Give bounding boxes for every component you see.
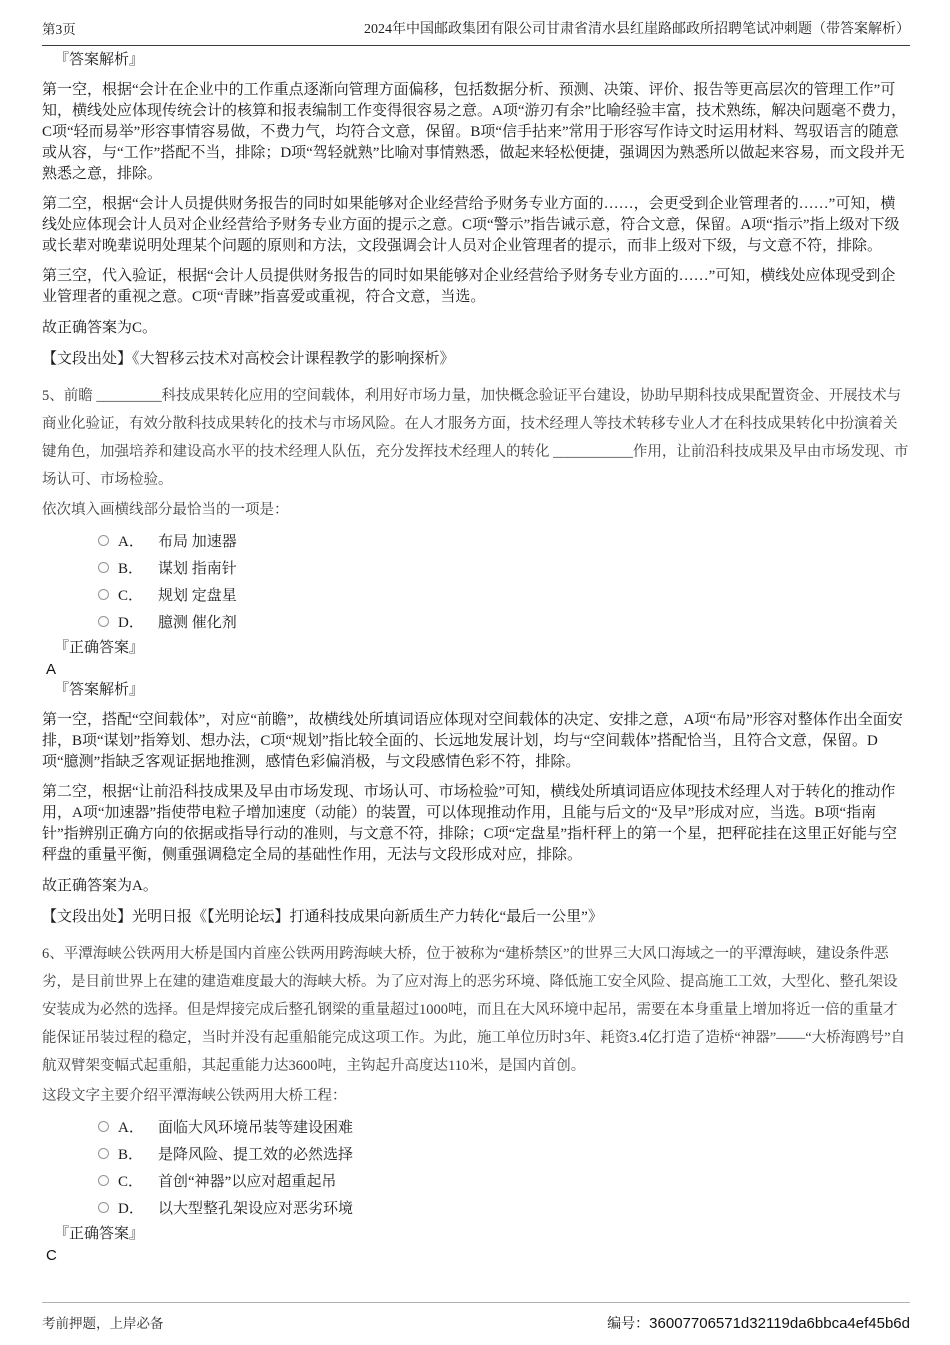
analysis-paragraph: 第三空，代入验证，根据“会计人员提供财务报告的同时如果能够对企业经营给予财务专业方面的……”可知，横线处应体现受到企业管理者的重视之意。C项“青睐”指喜爱或重视，符合文意，当选。 — [42, 268, 896, 305]
page-content — [42, 50, 910, 1266]
conclusion-text: 故正确答案为A。 — [42, 878, 158, 894]
option-letter: D． — [118, 1201, 144, 1217]
question-5-answer-block — [42, 638, 910, 701]
question-5-options — [42, 527, 910, 635]
option-row-a[interactable] — [98, 527, 910, 554]
question-6-answer-block — [42, 1224, 910, 1266]
option-text: 以大型整孔架设应对恶劣环境 — [158, 1201, 354, 1217]
option-text: 布局 加速器 — [158, 534, 237, 550]
correct-answer-label: 『正确答案』 — [54, 640, 145, 656]
option-row-d[interactable] — [98, 1194, 910, 1221]
option-letter: A． — [118, 534, 144, 550]
analysis-paragraph: 第一空，搭配“空间载体”，对应“前瞻”，故横线处所填词语应体现对空间载体的决定、安排之意，A项“布局”形容对整体作出全面安排，B项“谋划”指筹划、想办法，C项“规划”指比较全面的、长远地发展计划，均与“空间载体”搭配恰当，且符合文意，保留。D项“臆测”指缺乏客观证据地推测，感情色彩偏消极，与文段感情色彩不符，排除。 — [42, 712, 903, 770]
option-text: 是降风险、提工效的必然选择 — [158, 1147, 354, 1163]
conclusion-text: 故正确答案为C。 — [42, 320, 158, 336]
option-row-c[interactable] — [98, 1167, 910, 1194]
analysis-paragraph: 第一空，根据“会计在企业中的工作重点逐渐向管理方面偏移，包括数据分析、预测、决策、评价、报告等更高层次的管理工作”可知，横线处应体现传统会计的核算和报表编制工作变得很容易之意。A项“游刃有余”比喻经验丰富，技术熟练，解决问题毫不费力，C项“轻而易举”形容事情容易做，不费力气，均符合文意，保留。B项“信手拈来”常用于形容写作诗文时运用材料、驾驭语言的随意或从容，与“工作”搭配不当，排除；D项“驾轻就熟”比喻对事情熟悉，做起来轻松便捷，强调因为熟悉所以做起来容易，而文段并无熟悉之意，排除。 — [42, 82, 907, 182]
answer-analysis-label: 『答案解析』 — [54, 682, 145, 698]
serial-number — [607, 1313, 910, 1333]
radio-button-icon[interactable] — [98, 1121, 109, 1132]
analysis-paragraph: 第二空，根据“让前沿科技成果及早由市场发现、市场认可、市场检验”可知，横线处所填词语应体现技术经理人对于转化的推动作用，A项“加速器”指使带电粒子增加速度（动能）的装置，可以体现推动作用，且能与后文的“及早”形成对应，当选。B项“指南针”指辨别正确方向的依据或指导行动的准则，与文意不符，排除；C项“定盘星”指杆秤上的第一个星，把秤砣挂在这里正好能与空秤盘的重量平衡，侧重强调稳定全局的基础性作用，无法与文段形成对应，排除。 — [42, 784, 897, 863]
option-row-a[interactable] — [98, 1113, 910, 1140]
option-text: 谋划 指南针 — [158, 561, 237, 577]
radio-button-icon[interactable] — [98, 562, 109, 573]
option-text: 首创“神器”以应对超重起吊 — [158, 1174, 337, 1190]
radio-button-icon[interactable] — [98, 535, 109, 546]
document-title: 2024年中国邮政集团有限公司甘肃省清水县红崖路邮政所招聘笔试冲刺题（带答案解析） — [364, 22, 910, 37]
question-6-stem: 6、平潭海峡公铁两用大桥是国内首座公铁两用跨海峡大桥，位于被称为“建桥禁区”的世界三大风口海域之一的平潭海峡，建设条件恶劣，是目前世界上在建的建造难度最大的海峡大桥。为了应对海上的恶劣环境、降低施工安全风险、提高施工工效，大型化、整孔架设安装成为必然的选择。但是焊接完成后整孔钢梁的重量超过1000吨，而且在大风环境中起吊，需要在本身重量上增加将近一倍的重量才能保证吊装过程的稳定，当时并没有起重船能完成这项工作。为此，施工单位历时3年、耗资3.4亿打造了造桥“神器”——“大桥海鸥号”自航双臂架变幅式起重船，其起重能力达3600吨，主钩起升高度达110米，是国内首创。 — [42, 946, 906, 1074]
option-letter: B． — [118, 561, 144, 577]
serial-label: 编号： — [607, 1317, 650, 1332]
option-letter: B． — [118, 1147, 144, 1163]
page-header — [42, 18, 910, 46]
option-row-d[interactable] — [98, 608, 910, 635]
correct-answer-letter: A — [46, 661, 57, 678]
question-6-options — [42, 1113, 910, 1221]
source-reference: 【文段出处】光明日报《【光明论坛】打通科技成果向新质生产力转化“最后一公里”》 — [42, 909, 603, 925]
serial-code: 36007706571d32119da6bbca4ef45b6d — [649, 1315, 910, 1332]
option-letter: D． — [118, 615, 144, 631]
answer-analysis-label: 『答案解析』 — [54, 52, 145, 68]
correct-answer-label: 『正确答案』 — [54, 1226, 145, 1242]
question-5-stem: 5、前瞻 _________科技成果转化应用的空间载体，利用好市场力量，加快概念验证平台建设，协助早期科技成果配置资金、开展技术与商业化验证，有效分散科技成果转化的技术与市场风险。在人才服务方面，技术经理人等技术转移专业人才在科技成果转化中扮演着关键角色，加强培养和建设高水平的技术经理人队伍，充分发挥技术经理人的转化 ___________作用，让前沿科技成果及早由市场发现、市场认可、市场检验。 — [42, 388, 909, 488]
radio-button-icon[interactable] — [98, 616, 109, 627]
page-footer — [42, 1302, 910, 1333]
option-letter: C． — [118, 588, 144, 604]
page-number: 第3页 — [42, 22, 76, 37]
footer-slogan: 考前押题，上岸必备 — [42, 1316, 164, 1331]
question-6-prompt: 这段文字主要介绍平潭海峡公铁两用大桥工程： — [42, 1088, 347, 1104]
radio-button-icon[interactable] — [98, 589, 109, 600]
option-letter: A． — [118, 1120, 144, 1136]
option-row-b[interactable] — [98, 554, 910, 581]
radio-button-icon[interactable] — [98, 1148, 109, 1159]
analysis-paragraph: 第二空，根据“会计人员提供财务报告的同时如果能够对企业经营给予财务专业方面的……，会更受到企业管理者的……”可知，横线处应体现会计人员对企业经营给予财务专业方面的提示之意。C项“警示”指告诫示意，符合文意，保留。A项“指示”指上级对下级或长辈对晚辈说明处理某个问题的原则和方法，文段强调会计人员对企业管理者的提示，而非上级对下级，与文意不符，排除。 — [42, 196, 900, 254]
option-text: 规划 定盘星 — [158, 588, 237, 604]
radio-button-icon[interactable] — [98, 1175, 109, 1186]
correct-answer-letter: C — [46, 1247, 57, 1264]
option-row-b[interactable] — [98, 1140, 910, 1167]
option-text: 面临大风环境吊装等建设困难 — [158, 1120, 354, 1136]
source-reference: 【文段出处】《大智移云技术对高校会计课程教学的影响探析》 — [42, 351, 455, 367]
option-row-c[interactable] — [98, 581, 910, 608]
option-letter: C． — [118, 1174, 144, 1190]
option-text: 臆测 催化剂 — [158, 615, 237, 631]
radio-button-icon[interactable] — [98, 1202, 109, 1213]
question-5-prompt: 依次填入画横线部分最恰当的一项是： — [42, 502, 289, 518]
